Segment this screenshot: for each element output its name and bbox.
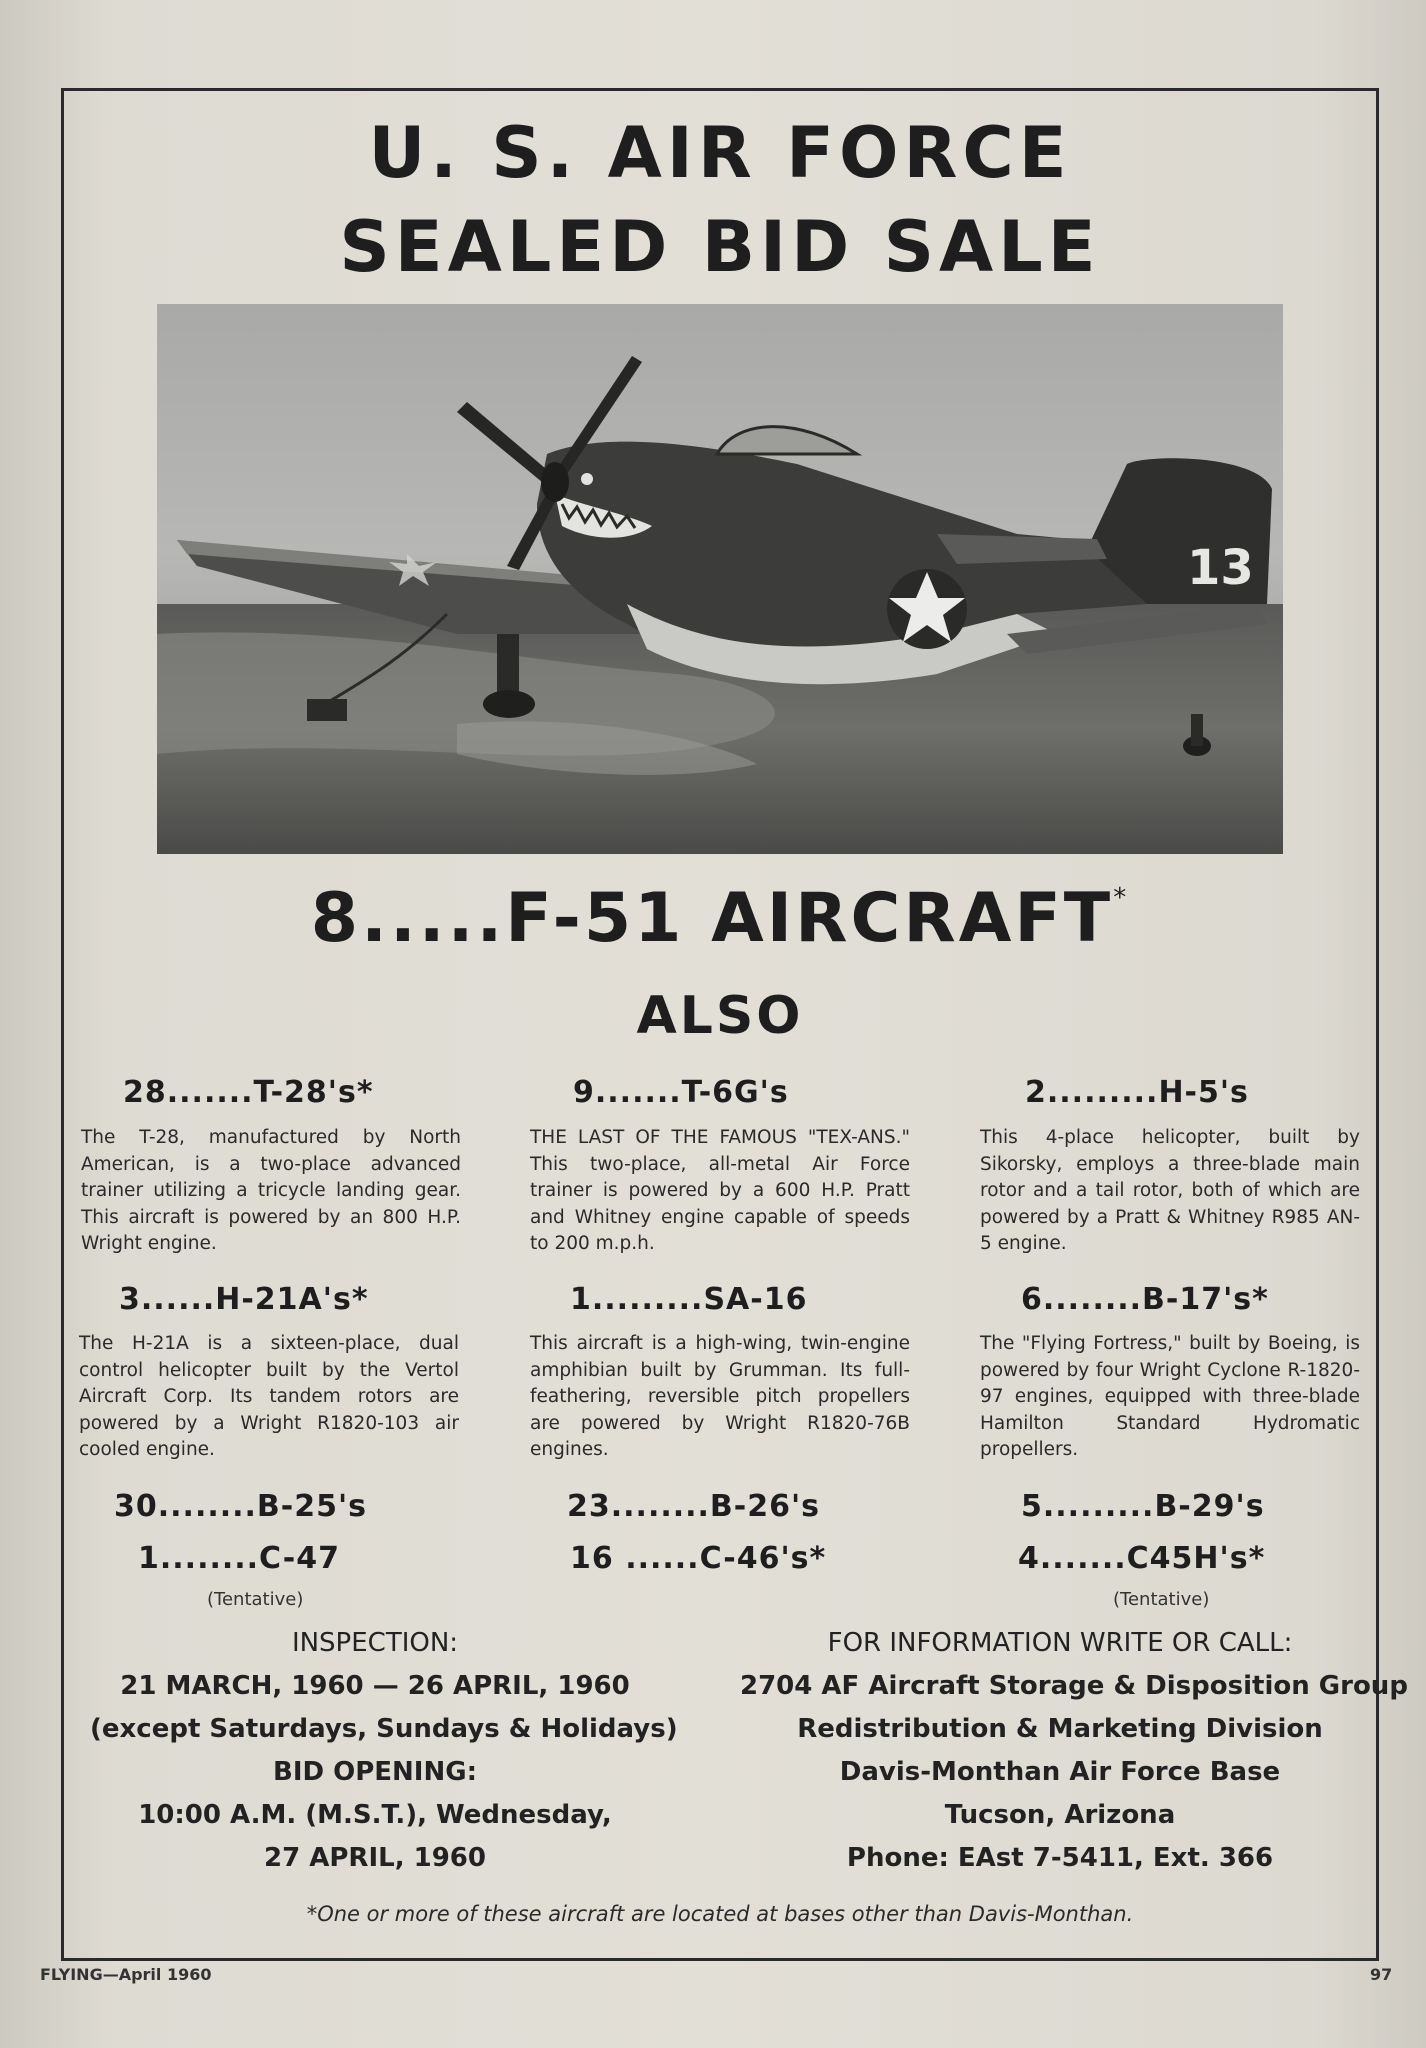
item-description: THE LAST OF THE FAMOUS "TEX-ANS." This two-place, all-metal Air Force trainer is powered by a 600 H.P. Pratt and Whitney engine capable of speeds to 200 m.p.h. (530, 1127, 910, 1254)
item-title: 1.........SA-16 (570, 1282, 808, 1317)
also-heading: ALSO (636, 986, 804, 1046)
contact-heading: FOR INFORMATION WRITE OR CALL: (827, 1628, 1293, 1658)
footnote: *One or more of these aircraft are located at bases other than Davis-Monthan. (306, 1902, 1134, 1926)
main-aircraft-title: 8.....F-51 AIRCRAFT (310, 879, 1114, 958)
item-description: The H-21A is a sixteen-place, dual control helicopter built by the Vertol Aircraft Corp. Its tandem rotors are powered by a Wright R1820-103 air cooled engine. (79, 1333, 459, 1460)
f51-photo (157, 304, 1283, 854)
inspection-dates: 21 MARCH, 1960 — 26 APRIL, 1960 (120, 1671, 630, 1701)
main-aircraft-offer (61, 879, 1379, 958)
item-title: 28.......T-28's* (123, 1075, 374, 1110)
contact-organization: 2704 AF Aircraft Storage & Disposition Group (740, 1671, 1408, 1701)
headline-line-2: SEALED BID SALE (339, 206, 1101, 288)
item-description: The T-28, manufactured by North American, is a two-place advanced trainer utilizing a tricycle landing gear. This aircraft is powered by an 800 H.P. Wright engine. (81, 1127, 461, 1254)
folio-publication: FLYING—April 1960 (40, 1965, 212, 1984)
contact-phone: Phone: EAst 7-5411, Ext. 366 (846, 1843, 1274, 1873)
item-title: 16 ......C-46's* (570, 1541, 827, 1576)
main-aircraft-asterisk: * (1113, 883, 1130, 913)
item-title: 30........B-25's (114, 1489, 368, 1524)
tentative-note: (Tentative) (207, 1589, 304, 1610)
item-description: The "Flying Fortress," built by Boeing, is powered by four Wright Cyclone R-1820-97 engines, equipped with three-blade Hamilton Standard Hydromatic propellers. (980, 1333, 1360, 1460)
item-title: 5.........B-29's (1021, 1489, 1265, 1524)
tentative-note: (Tentative) (1113, 1589, 1210, 1610)
item-title: 2.........H-5's (1025, 1075, 1249, 1110)
item-title: 4.......C45H's* (1018, 1541, 1266, 1576)
item-description: This 4-place helicopter, built by Sikorsky, employs a three-blade main rotor and a tail rotor, both of which are powered by a Pratt & Whitney R985 AN-5 engine. (980, 1127, 1360, 1254)
item-title: 9.......T-6G's (573, 1075, 789, 1110)
folio-page-number: 97 (1370, 1965, 1393, 1984)
contact-division: Redistribution & Marketing Division (797, 1714, 1323, 1744)
headline-line-1: U. S. AIR FORCE (368, 112, 1072, 194)
bid-opening-time: 10:00 A.M. (M.S.T.), Wednesday, (138, 1800, 612, 1830)
bid-opening-date: 27 APRIL, 1960 (264, 1843, 486, 1873)
contact-block (740, 1622, 1408, 1880)
inspection-exceptions: (except Saturdays, Sundays & Holidays) (90, 1714, 678, 1744)
bid-opening-heading: BID OPENING: (273, 1757, 477, 1787)
item-description: This aircraft is a high-wing, twin-engine amphibian built by Grumman. Its full-feathering, reversible pitch propellers are powered by Wright R1820-76B engines. (530, 1333, 910, 1460)
contact-base: Davis-Monthan Air Force Base (839, 1757, 1281, 1787)
item-title: 23........B-26's (567, 1489, 821, 1524)
item-title: 6........B-17's* (1021, 1282, 1269, 1317)
item-title: 1........C-47 (138, 1541, 340, 1576)
inspection-heading: INSPECTION: (291, 1628, 459, 1658)
tail-number: 13 (1187, 540, 1254, 596)
inspection-block (90, 1622, 678, 1880)
contact-city: Tucson, Arizona (944, 1800, 1176, 1830)
item-title: 3......H-21A's* (119, 1282, 369, 1317)
